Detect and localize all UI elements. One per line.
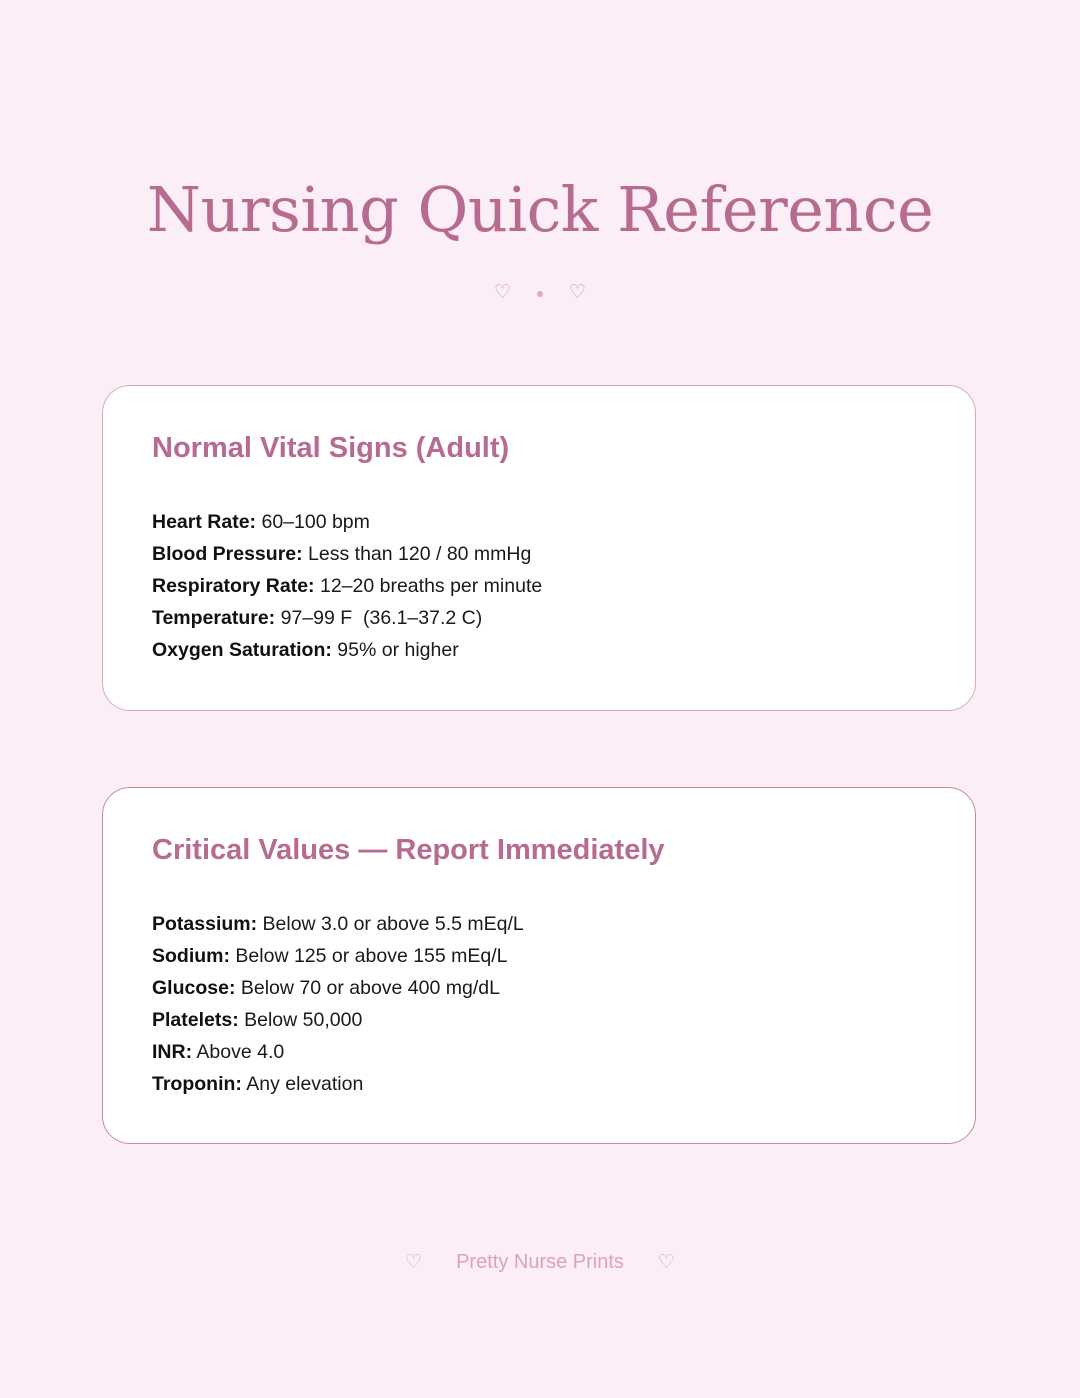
footer <box>0 1248 1080 1276</box>
item-value: Below 3.0 or above 5.5 mEq/L <box>262 913 524 935</box>
item-value: 97–99 F (36.1–37.2 C) <box>280 607 483 629</box>
item-value: Above 4.0 <box>196 1041 285 1063</box>
item-value: Below 50,000 <box>244 1009 363 1031</box>
heart-outline-icon: ♡ <box>493 281 511 303</box>
heart-outline-icon: ♡ <box>657 1251 675 1273</box>
list-item <box>152 602 542 634</box>
title-ornament <box>0 280 1080 304</box>
item-value: 12–20 breaths per minute <box>319 575 543 597</box>
critical-values-list <box>152 908 524 1100</box>
list-item <box>152 1004 524 1036</box>
item-label: Blood Pressure: <box>152 543 303 565</box>
list-item <box>152 1036 524 1068</box>
dot-icon <box>537 291 543 297</box>
list-item <box>152 538 542 570</box>
item-label: Glucose: <box>152 977 236 999</box>
item-label: Heart Rate: <box>152 511 257 533</box>
item-label: Oxygen Saturation: <box>152 639 332 661</box>
item-value: 95% or higher <box>337 639 459 661</box>
list-item <box>152 908 524 940</box>
vital-signs-list <box>152 506 542 666</box>
footer-brand: Pretty Nurse Prints <box>456 1251 624 1273</box>
critical-values-card <box>102 787 976 1144</box>
list-item <box>152 570 542 602</box>
card-title: Normal Vital Signs (Adult) <box>152 432 510 464</box>
vital-signs-card <box>102 385 976 711</box>
item-value: Below 70 or above 400 mg/dL <box>240 977 500 999</box>
list-item <box>152 506 542 538</box>
heart-outline-icon: ♡ <box>405 1251 423 1273</box>
item-label: Potassium: <box>152 913 258 935</box>
item-label: Platelets: <box>152 1009 239 1031</box>
item-label: Troponin: <box>152 1073 242 1095</box>
list-item <box>152 1068 524 1100</box>
item-value: Any elevation <box>246 1073 364 1095</box>
item-label: Temperature: <box>152 607 276 629</box>
item-label: INR: <box>152 1041 193 1063</box>
card-title: Critical Values — Report Immediately <box>152 834 665 866</box>
item-value: Less than 120 / 80 mmHg <box>308 543 532 565</box>
list-item <box>152 972 524 1004</box>
heart-outline-icon: ♡ <box>569 281 587 303</box>
item-value: Below 125 or above 155 mEq/L <box>235 945 508 967</box>
page-title: Nursing Quick Reference <box>146 173 934 246</box>
list-item <box>152 634 542 666</box>
item-label: Respiratory Rate: <box>152 575 315 597</box>
item-label: Sodium: <box>152 945 230 967</box>
list-item <box>152 940 524 972</box>
item-value: 60–100 bpm <box>261 511 370 533</box>
